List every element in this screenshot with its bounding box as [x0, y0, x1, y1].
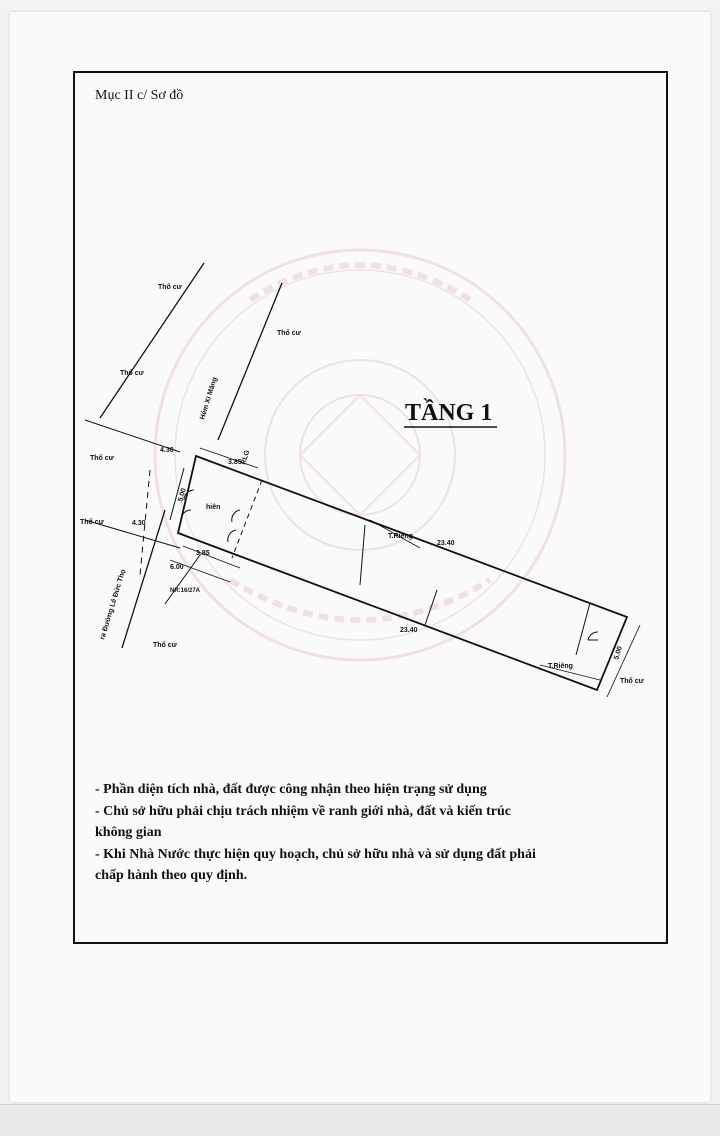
neighbor-label-6: Thổ cư — [153, 642, 177, 649]
section-label: Mục II c/ Sơ đồ — [95, 88, 184, 103]
house-number: NR:16/27A — [170, 588, 201, 594]
neighbor-label-4: Thổ cư — [90, 455, 114, 462]
notes-block — [95, 779, 615, 887]
note-line-3: không gian — [95, 825, 162, 840]
neighbor-label-5: Thổ cư — [80, 519, 104, 526]
dim-alley-bottom: 4.30 — [132, 520, 146, 527]
neighbor-label-7: Thổ cư — [620, 678, 644, 685]
dim-setback-top: 3.85 — [228, 459, 242, 466]
street-label: ra Đường Lê Đức Thọ — [99, 568, 128, 641]
neighbor-label-1: Thổ cư — [158, 284, 182, 291]
room-label: hiên — [206, 504, 221, 511]
dim-setback-bottom: 3.85 — [196, 550, 210, 557]
dim-front-width: 5.00 — [177, 487, 188, 503]
dim-rear-width: 5.00 — [613, 645, 624, 661]
note-line-4: - Khi Nhà Nước thực hiện quy hoạch, chủ sở hữu nhà và sử dụng đất phải — [95, 846, 536, 862]
boundary-label-rlg: RLG — [240, 449, 252, 466]
neighbor-label-3: Thổ cư — [120, 370, 144, 377]
party-wall-label-bottom: T.Riêng — [548, 663, 573, 670]
floor-title: TẦNG 1 — [405, 400, 493, 426]
party-wall-label-top: T.Riêng — [388, 533, 413, 540]
dim-length-top: 23.40 — [437, 540, 455, 547]
dim-alley-top: 4.30 — [160, 447, 174, 454]
neighbor-label-2: Thổ cư — [277, 330, 301, 337]
note-line-5: chấp hành theo quy định. — [95, 868, 248, 883]
note-line-2: - Chủ sở hữu phải chịu trách nhiệm về ranh giới nhà, đất và kiến trúc — [95, 803, 511, 819]
dim-lot-offset: 6.00 — [170, 564, 184, 571]
alley-label: Hẻm Xi Măng — [199, 376, 219, 421]
note-line-1: - Phần diện tích nhà, đất được công nhận theo hiện trạng sử dụng — [95, 782, 487, 797]
dim-length-bottom: 23.40 — [400, 627, 418, 634]
